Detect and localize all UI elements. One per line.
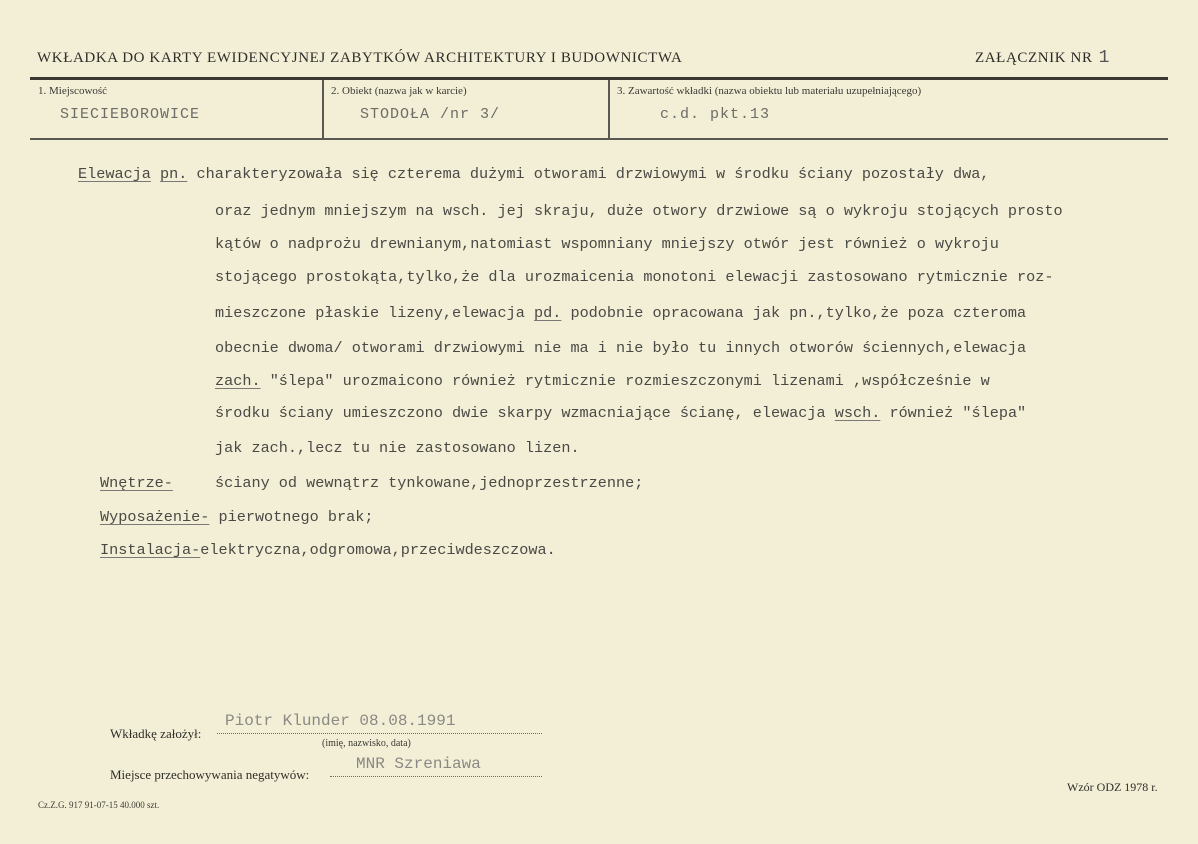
section-furnishing-text: pierwotnego brak; — [209, 508, 374, 526]
field-value-location: SIECIEBOROWICE — [60, 106, 201, 123]
field-label-location: 1. Miejscowość — [38, 85, 108, 97]
form-version: Wzór ODZ 1978 r. — [1067, 780, 1158, 794]
body-line-9: jak zach.,lecz tu nie zastosowano lizen. — [215, 439, 580, 457]
body-line-5 — [215, 306, 1026, 321]
body-text: podobnie opracowana jak pn.,tylko,że poza czteroma — [561, 304, 1027, 322]
body-text: mieszczone płaskie lizeny,elewacja — [215, 304, 534, 322]
header-rule — [30, 77, 1168, 80]
author-caption: (imię, nazwisko, data) — [322, 738, 411, 749]
author-line — [217, 733, 542, 734]
field-divider — [608, 80, 610, 138]
heading-north: pn. — [160, 165, 188, 183]
section-installations-text: elektryczna,odgromowa,przeciwdeszczowa. — [200, 541, 556, 559]
fields-bottom-rule — [30, 138, 1168, 140]
section-label-interior: Wnętrze- — [100, 474, 173, 492]
body-line-2: oraz jednym mniejszym na wsch. jej skraju, duże otwory drzwiowe są o wykroju stojących prosto — [215, 202, 1063, 220]
attachment-label: ZAŁĄCZNIK NR — [974, 50, 1093, 66]
underlined-term: wsch. — [834, 404, 881, 422]
body-line-1 — [78, 167, 989, 182]
body-line-8 — [215, 406, 1026, 421]
section-label-installations: Instalacja- — [100, 541, 201, 559]
field-divider — [322, 80, 324, 138]
attachment-number — [975, 48, 1110, 68]
section-interior-text: ściany od wewnątrz tynkowane,jednoprzestrzenne; — [215, 474, 644, 492]
underlined-term: zach. — [215, 372, 261, 390]
heading-elevation: Elewacja — [78, 165, 151, 183]
body-line-7 — [215, 374, 990, 389]
body-line-6: obecnie dwoma/ otworami drzwiowymi nie ma i nie było tu innych otworów ściennych,elewacja — [215, 339, 1027, 357]
body-text: również "ślepa" — [880, 404, 1027, 422]
section-installations — [100, 543, 556, 558]
form-title: WKŁADKA DO KARTY EWIDENCYJNEJ ZABYTKÓW ARCHITEKTURY I BUDOWNICTWA — [37, 50, 683, 66]
body-text: "ślepa" urozmaicono również rytmicznie rozmieszczonymi lizenami ,współcześnie w — [260, 372, 990, 390]
body-text: środku ściany umieszczono dwie skarpy wzmacniające ścianę, elewacja — [215, 404, 835, 422]
author-label: Wkładkę założył: — [110, 726, 202, 741]
underlined-term: pd. — [534, 304, 562, 322]
negatives-line — [330, 776, 542, 777]
attachment-number-value: 1 — [1098, 48, 1110, 68]
body-text: charakteryzowała się czterema dużymi otworami drzwiowymi w środku ściany pozostały dwa, — [187, 165, 990, 183]
section-interior — [100, 476, 173, 491]
negatives-label: Miejsce przechowywania negatywów: — [110, 767, 310, 782]
field-label-object: 2. Obiekt (nazwa jak w karcie) — [331, 85, 467, 97]
field-label-contents: 3. Zawartość wkładki (nazwa obiektu lub materiału uzupełniającego) — [617, 85, 922, 97]
print-info: Cz.Z.G. 917 91-07-15 40.000 szt. — [38, 800, 160, 810]
field-value-contents: c.d. pkt.13 — [660, 106, 771, 123]
field-value-object: STODOŁA /nr 3/ — [360, 106, 501, 123]
author-value: Piotr Klunder 08.08.1991 — [225, 712, 456, 730]
body-line-4: stojącego prostokąta,tylko,że dla urozmaicenia monotoni elewacji zastosowano rytmicznie roz- — [215, 268, 1054, 286]
body-line-3: kątów o nadprożu drewnianym,natomiast wspomniany mniejszy otwór jest również o wykroju — [215, 235, 999, 253]
negatives-value: MNR Szreniawa — [356, 755, 481, 773]
section-label-furnishing: Wyposażenie- — [100, 508, 210, 526]
section-furnishing — [100, 510, 373, 525]
